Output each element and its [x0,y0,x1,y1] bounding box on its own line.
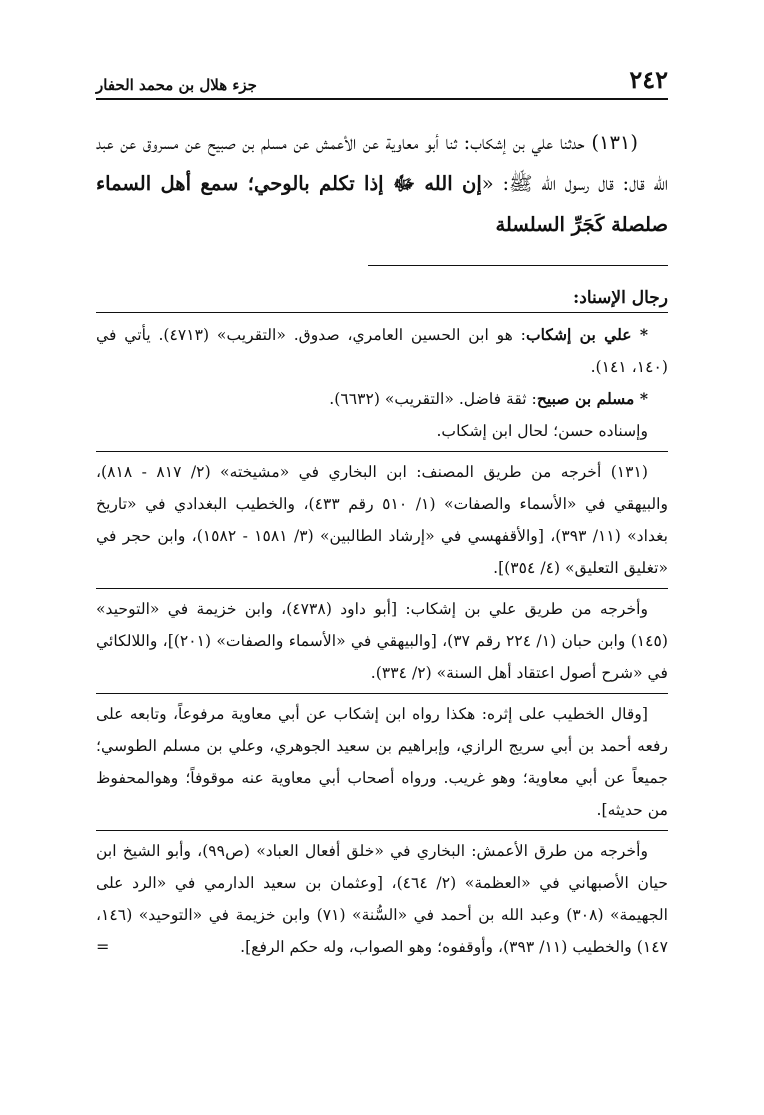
divider [96,451,668,452]
takhrij-paragraph [96,835,668,963]
divider [96,693,668,694]
narrator-entry [96,319,668,383]
continuation-mark: = [96,936,110,956]
takhrij-paragraph: وأخرجه من طريق علي بن إشكاب: [أبو داود (٤٧٣٨)، وابن خزيمة في «التوحيد» (١٤٥) وابن حبان (١/ ٢٢٤ رقم ٣٧)، [والبيهقي في «الأسماء والصفات» (٢٠١)]، واللالكائي في «شرح أصول اعتقاد أهل السنة» (٢/ ٣٣٤). [96,599,669,682]
narrator-note: : ثقة فاضل. «التقريب» (٦٦٣٢). [329,389,537,408]
isnad-verdict: وإسناده حسن؛ لحال ابن إشكاب. [436,421,648,440]
running-title: جزء هلال بن محمد الحفار [96,76,257,94]
rijal-heading: رجال الإسناد: [573,287,668,308]
takhrij-paragraph: (١٣١) أخرجه من طريق المصنف: ابن البخاري في «مشيخته» (٢/ ٨١٧ - ٨١٨)، والبيهقي في «الأسماء والصفات» (١/ ٥١٠ رقم ٤٣٣)، والخطيب البغدادي في «تاريخ بغداد» (١١/ ٣٩٣)، [والأقفهسي في «إرشاد الطالبين» (٣/ ١٥٨١ - ١٥٨٢)، وابن حجر في «تغليق التعليق» (٤/ ٣٥٤)]. [96,462,669,577]
takhrij-paragraph: [وقال الخطيب على إثره: هكذا رواه ابن إشكاب عن أبي معاوية مرفوعاً، وتابعه على رفعه أحمد بن أبي سريج الرازي، وإبراهيم بن سعيد الجوهري، وعلي بن مسلم الطوسي؛ جميعاً عن أبي معاوية؛ وهو غريب. ورواه أصحاب أبي معاوية عنه موقوفاً؛ وهوالمحفوظ من حديثه]. [96,704,668,819]
narrator-name: * علي بن إشكاب [525,324,649,344]
hadith-text [96,122,668,245]
narrator-note: : هو ابن الحسين العامري، صدوق. «التقريب» (٤٧١٣). يأتي في (١٤٠، ١٤١). [96,325,668,376]
hadith-chain: (١٣١) حدثنا علي بن إشكاب: ثنا أبو معاوية عن الأعمش عن مسلم بن صبيح عن مسروق عن عبد الله قال: قال رسول الله ﷺ: « [96,131,669,195]
hadith-matn: إن الله ﷻ إذا تكلم بالوحي؛ سمع أهل السماء صلصلة كَجَرِّ السلسلة [96,172,668,236]
rijal-section [96,312,668,963]
page-number: ٢٤٢ [629,65,668,94]
divider [96,830,668,831]
takhrij-text: وأخرجه من طرق الأعمش: البخاري في «خلق أفعال العباد» (ص٩٩)، وأبو الشيخ ابن حيان الأصبهاني في «العظمة» (٢/ ٤٦٤)، [وعثمان بن سعيد الدارمي في «الرد على الجهيمة» (٣٠٨) وعبد الله بن أحمد في «السُّنة» (٧١) وابن خزيمة في «التوحيد» (١٤٦، ١٤٧) والخطيب (١١/ ٣٩٣)، وأوقفوه؛ وهو الصواب، وله حكم الرفع]. [96,841,668,956]
page-header [96,60,668,100]
section-rule [368,265,668,266]
divider [96,588,668,589]
book-page [96,60,668,963]
narrator-name: * مسلم بن صبيح [536,388,648,408]
narrator-entry [96,383,668,415]
